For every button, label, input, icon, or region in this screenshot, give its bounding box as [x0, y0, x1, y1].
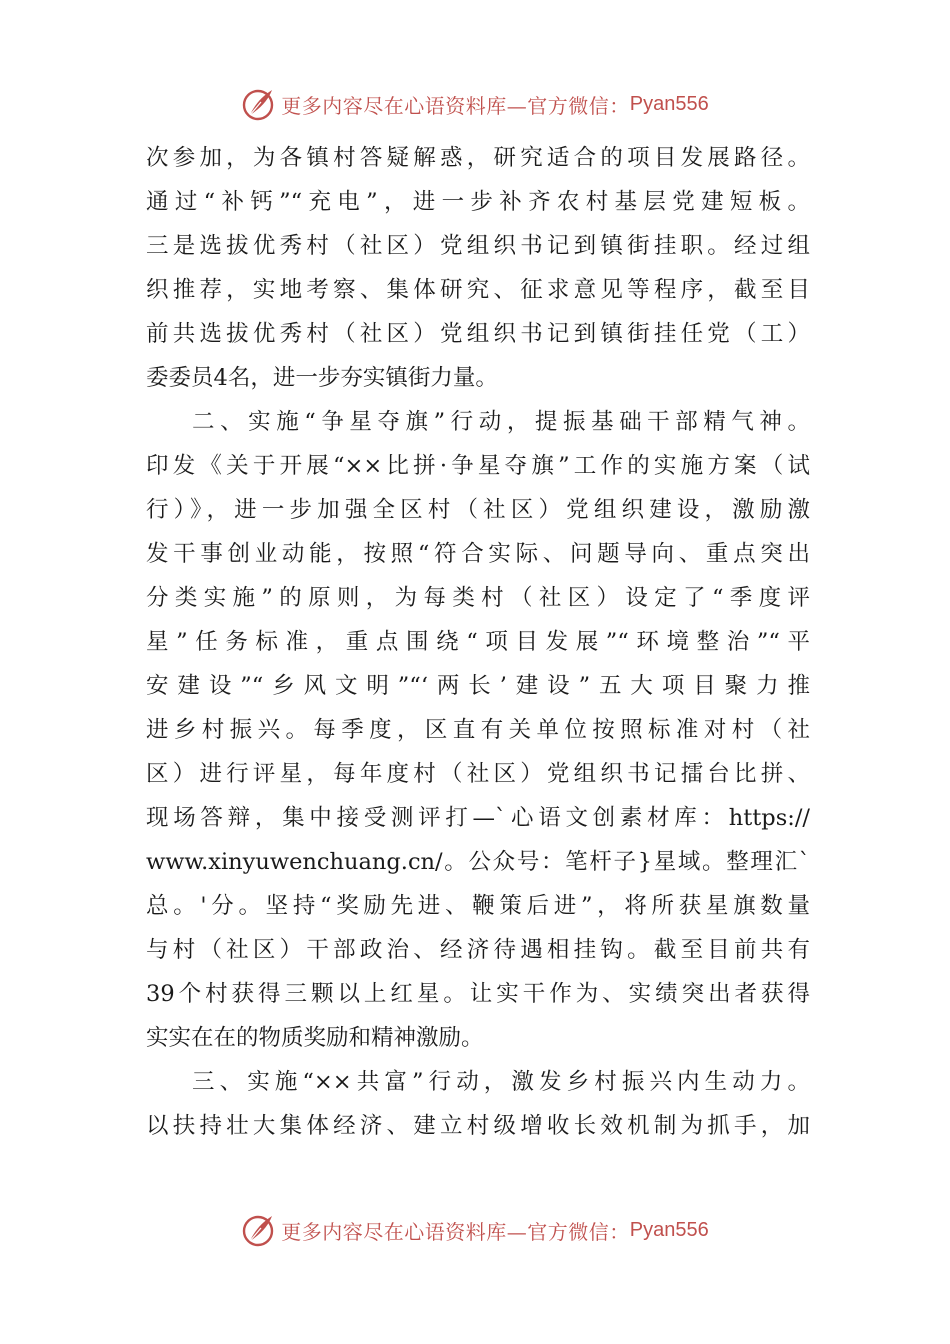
body-line-paragraph-end: 实实在在的物质奖励和精神激励。 — [146, 1025, 484, 1051]
section-heading-3: 三、实施“××共富”行动，激发乡村振兴内生动力。 — [192, 1069, 810, 1095]
header-banner-text: 更多内容尽在心语资料库—官方微信： — [281, 93, 630, 118]
header-banner-handle: Pyan556 — [629, 92, 709, 115]
body-line: 通过“补钙”“充电”，进一步补齐农村基层党建短板。 — [146, 189, 810, 215]
section-heading-2: 二、实施“争星夺旗”行动，提振基础干部精气神。 — [192, 409, 810, 435]
body-line: 前共选拔优秀村（社区）党组织书记到镇街挂任党（工） — [146, 321, 810, 347]
quill-logo-icon — [241, 86, 277, 122]
body-line: 行）》，进一步加强全区村（社区）党组织建设，激励激 — [146, 497, 810, 523]
body-line: 进乡村振兴。每季度，区直有关单位按照标准对村（社 — [146, 717, 810, 743]
quill-logo-icon — [241, 1212, 277, 1248]
body-line: 39个村获得三颗以上红星。让实干作为、实绩突出者获得 — [146, 981, 810, 1007]
header-banner — [0, 84, 950, 124]
footer-banner — [0, 1210, 950, 1250]
body-line-paragraph-end: 委委员4名，进一步夯实镇街力量。 — [146, 365, 498, 391]
body-line: 星”任务标准，重点围绕“项目发展”“环境整治”“平 — [146, 629, 810, 655]
body-line: 以扶持壮大集体经济、建立村级增收长效机制为抓手，加 — [146, 1113, 810, 1139]
body-line: 织推荐，实地考察、集体研究、征求意见等程序，截至目 — [146, 277, 810, 303]
footer-banner-handle: Pyan556 — [629, 1218, 709, 1241]
body-line: 总。'分。坚持“奖励先进、鞭策后进”，将所获星旗数量 — [146, 893, 810, 919]
document-body — [146, 136, 810, 1148]
body-line: 发干事创业动能，按照“符合实际、问题导向、重点突出 — [146, 541, 810, 567]
body-line: 安建设”“乡风文明”“‘两长’建设”五大项目聚力推 — [146, 673, 810, 699]
body-line: 区）进行评星，每年度村（社区）党组织书记擂台比拼、 — [146, 761, 810, 787]
body-line-with-url: www.xinyuwenchuang.cn/。公众号：笔杆子}星域。整理汇` — [146, 849, 810, 875]
body-line: 分类实施”的原则，为每类村（社区）设定了“季度评 — [146, 585, 810, 611]
footer-banner-text: 更多内容尽在心语资料库—官方微信： — [281, 1219, 630, 1244]
body-line: 与村（社区）干部政治、经济待遇相挂钩。截至目前共有 — [146, 937, 810, 963]
body-line: 三是选拔优秀村（社区）党组织书记到镇街挂职。经过组 — [146, 233, 810, 259]
body-line: 印发《关于开展“××比拼·争星夺旗”工作的实施方案（试 — [146, 453, 810, 479]
body-line-with-url: 现场答辩，集中接受测评打—`心语文创素材库：https:// — [146, 805, 810, 831]
body-line: 次参加，为各镇村答疑解惑，研究适合的项目发展路径。 — [146, 145, 810, 171]
